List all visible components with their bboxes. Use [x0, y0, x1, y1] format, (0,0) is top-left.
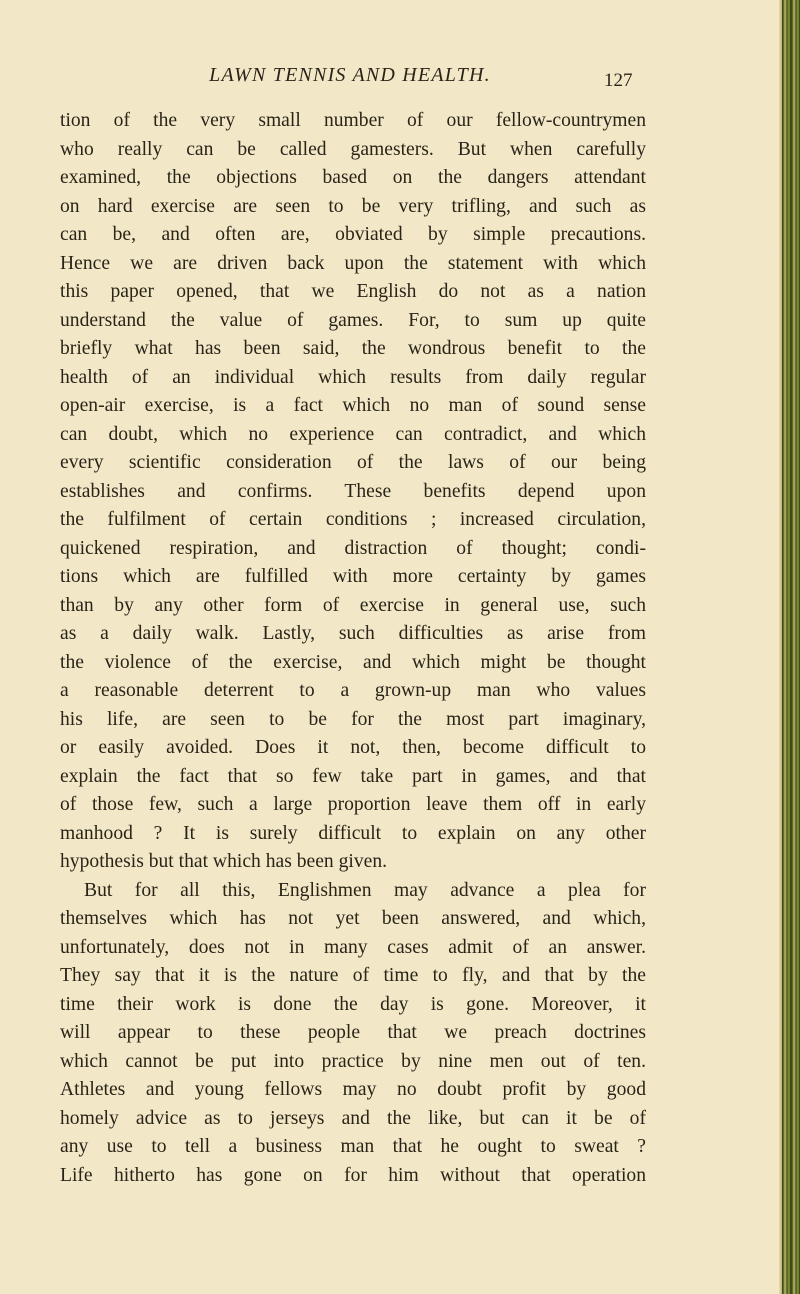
text-line: tion of the very small number of our fellow-countrymen: [60, 110, 646, 131]
text-line: homely advice as to jerseys and the like, but can it be of: [60, 1107, 646, 1129]
text-line: understand the value of games. For, to sum up quite: [60, 309, 646, 331]
text-line: this paper opened, that we English do not as a nation: [60, 281, 646, 302]
running-head: LAWN TENNIS AND HEALTH.: [209, 64, 491, 86]
text-line: the fulfilment of certain conditions ; increased circulation,: [60, 509, 646, 530]
text-line: the violence of the exercise, and which might be thought: [60, 651, 646, 673]
text-line: of those few, such a large proportion leave them off in early: [60, 794, 646, 815]
text-line: establishes and confirms. These benefits depend upon: [60, 480, 646, 502]
text-line: than by any other form of exercise in general use, such: [60, 594, 646, 616]
page-number: 127: [604, 70, 633, 91]
text-line: open-air exercise, is a fact which no man of sound sense: [60, 395, 646, 416]
text-line: unfortunately, does not in many cases admit of an answer.: [60, 936, 646, 958]
body-text: [60, 107, 646, 1190]
text-line: briefly what has been said, the wondrous benefit to the: [60, 338, 646, 359]
text-line: explain the fact that so few take part in games, and that: [60, 765, 646, 787]
text-line: on hard exercise are seen to be very trifling, and such as: [60, 195, 646, 217]
text-line: But for all this, Englishmen may advance a plea for: [84, 879, 646, 901]
text-line: examined, the objections based on the dangers attendant: [60, 167, 646, 188]
text-line: They say that it is the nature of time to fly, and that by the: [60, 965, 646, 986]
text-line: which cannot be put into practice by nine men out of ten.: [60, 1050, 646, 1072]
text-line: his life, are seen to be for the most part imaginary,: [60, 708, 646, 730]
text-line: hypothesis but that which has been given.: [60, 851, 388, 872]
text-line: every scientific consideration of the laws of our being: [60, 452, 646, 473]
text-line: will appear to these people that we preach doctrines: [60, 1022, 646, 1043]
book-binding: [782, 0, 800, 1294]
text-line: who really can be called gamesters. But when carefully: [60, 138, 646, 160]
text-line: or easily avoided. Does it not, then, become difficult to: [60, 737, 646, 758]
text-line: as a daily walk. Lastly, such difficulties as arise from: [60, 623, 646, 644]
text-line: time their work is done the day is gone. Moreover, it: [60, 993, 646, 1015]
text-line: any use to tell a business man that he ought to sweat ?: [60, 1136, 646, 1157]
text-line: quickened respiration, and distraction of thought; condi-: [60, 537, 646, 559]
text-line: Athletes and young fellows may no doubt profit by good: [60, 1079, 646, 1100]
text-line: themselves which has not yet been answered, and which,: [60, 908, 646, 929]
text-line: health of an individual which results from daily regular: [60, 366, 646, 388]
text-line: a reasonable deterrent to a grown-up man who values: [60, 680, 646, 701]
text-line: tions which are fulfilled with more certainty by games: [60, 566, 646, 587]
text-line: Life hitherto has gone on for him without that operation: [60, 1164, 646, 1186]
text-line: Hence we are driven back upon the statement with which: [60, 252, 646, 274]
text-line: can doubt, which no experience can contradict, and which: [60, 423, 646, 445]
text-line: manhood ? It is surely difficult to explain on any other: [60, 822, 646, 844]
text-line: can be, and often are, obviated by simple precautions.: [60, 224, 646, 245]
